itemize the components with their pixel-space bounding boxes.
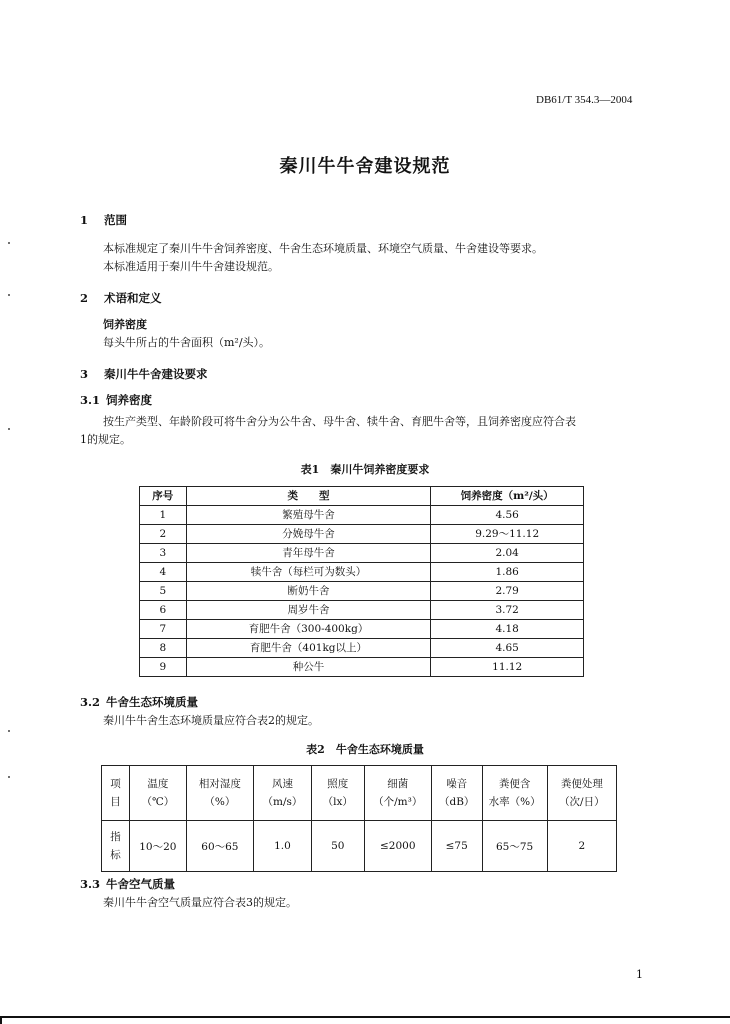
header-cell	[102, 766, 130, 821]
header-cell: 序号	[140, 487, 187, 506]
header-cell	[254, 766, 312, 821]
section-number: 3.1	[80, 393, 101, 407]
section-number: 1	[80, 213, 89, 227]
header-unit: （个/m³）	[373, 796, 423, 808]
header-unit: （dB）	[438, 796, 475, 808]
section-title: 饲养密度	[106, 393, 152, 407]
header-line: 相对湿度	[198, 778, 241, 790]
row-label: 指标	[110, 831, 121, 861]
header-unit: 水率（%）	[488, 796, 541, 808]
table-cell: 2.04	[431, 544, 584, 563]
table-row	[102, 821, 617, 872]
section-number: 3.3	[80, 877, 101, 891]
header-cell	[186, 766, 253, 821]
table-cell: 育肥牛舍（300-400kg）	[186, 620, 431, 639]
table-cell: 育肥牛舍（401kg以上）	[186, 639, 431, 658]
table-cell: 4.56	[431, 506, 584, 525]
scan-speck	[8, 730, 10, 732]
table-cell: 9.29～11.12	[431, 525, 584, 544]
table-cell: ≤2000	[364, 821, 431, 872]
table-2-caption: 表2 牛舍生态环境质量	[306, 743, 424, 756]
scan-speck	[8, 776, 10, 778]
section-title: 秦川牛牛舍建设要求	[104, 367, 208, 381]
table-cell: 4	[140, 563, 187, 582]
row-label-cell	[102, 821, 130, 872]
header-cell	[547, 766, 616, 821]
header-line: 粪便处理	[560, 778, 603, 790]
table-cell: ≤75	[431, 821, 482, 872]
header-cell	[431, 766, 482, 821]
table-cell: 周岁牛舍	[186, 601, 431, 620]
table-cell: 犊牛舍（每栏可为数头）	[186, 563, 431, 582]
section-number: 3	[80, 367, 89, 381]
table-cell: 8	[140, 639, 187, 658]
table-row	[140, 620, 584, 639]
table-row	[140, 639, 584, 658]
table-cell: 2	[140, 525, 187, 544]
section-title: 范围	[104, 213, 127, 227]
table-row	[140, 525, 584, 544]
section-1-heading	[80, 212, 127, 228]
table-cell: 1	[140, 506, 187, 525]
table-cell: 繁殖母牛舍	[186, 506, 431, 525]
term-definition: 每头牛所占的牛舍面积（m²/头）。	[103, 336, 271, 349]
header-cell	[482, 766, 547, 821]
table-row	[140, 582, 584, 601]
table-cell: 65～75	[482, 821, 547, 872]
header-line: 照度	[327, 778, 349, 790]
header-unit: （次/日）	[559, 796, 605, 808]
environment-paragraph: 秦川牛牛舍生态环境质量应符合表2的规定。	[103, 714, 319, 727]
header-line: 温度	[147, 778, 169, 790]
header-line: 细菌	[387, 778, 409, 790]
scan-speck	[8, 294, 10, 296]
standard-code: DB61/T 354.3—2004	[536, 94, 633, 106]
table-row	[140, 658, 584, 677]
table-row	[140, 601, 584, 620]
table-header-row	[140, 487, 584, 506]
table-cell: 1.86	[431, 563, 584, 582]
section-title: 术语和定义	[104, 291, 162, 305]
environment-table	[101, 765, 617, 872]
air-quality-paragraph: 秦川牛牛舍空气质量应符合表3的规定。	[103, 896, 297, 909]
density-paragraph-line-2: 1的规定。	[80, 433, 131, 446]
scan-corner-edge	[0, 1016, 2, 1024]
table-cell: 种公牛	[186, 658, 431, 677]
table-row	[140, 544, 584, 563]
table-cell: 50	[311, 821, 364, 872]
table-cell: 2	[547, 821, 616, 872]
section-number: 3.2	[80, 695, 101, 709]
table-cell: 4.18	[431, 620, 584, 639]
header-unit: （℃）	[141, 796, 175, 808]
document-title: 秦川牛牛舍建设规范	[279, 156, 451, 177]
scan-speck	[8, 242, 10, 244]
section-2-heading	[80, 290, 162, 306]
page-number: 1	[636, 968, 643, 981]
table-row	[140, 563, 584, 582]
density-table	[139, 486, 584, 677]
section-number: 2	[80, 291, 89, 305]
section-3-1-heading	[80, 392, 152, 408]
table-cell: 60～65	[186, 821, 253, 872]
header-cell	[364, 766, 431, 821]
header-unit: （%）	[204, 796, 236, 808]
table-cell: 3	[140, 544, 187, 563]
header-cell: 饲养密度（m²/头）	[431, 487, 584, 506]
header-cell	[311, 766, 364, 821]
table-header-row	[102, 766, 617, 821]
table-cell: 3.72	[431, 601, 584, 620]
table-cell: 6	[140, 601, 187, 620]
section-3-3-heading	[80, 876, 175, 892]
table-cell: 9	[140, 658, 187, 677]
section-title: 牛舍空气质量	[106, 877, 175, 891]
header-text: 项目	[110, 778, 121, 808]
scope-paragraph-2: 本标准适用于秦川牛牛舍建设规范。	[103, 260, 279, 273]
table-cell: 2.79	[431, 582, 584, 601]
table-cell: 7	[140, 620, 187, 639]
table-cell: 4.65	[431, 639, 584, 658]
scan-bottom-edge	[0, 1016, 730, 1018]
table-1-caption: 表1 秦川牛饲养密度要求	[300, 463, 430, 476]
header-cell: 类 型	[186, 487, 431, 506]
section-3-2-heading	[80, 694, 198, 710]
section-3-heading	[80, 366, 208, 382]
table-row	[140, 506, 584, 525]
scan-speck	[8, 428, 10, 430]
section-title: 牛舍生态环境质量	[106, 695, 198, 709]
table-cell: 5	[140, 582, 187, 601]
header-unit: （lx）	[322, 796, 353, 808]
header-unit: （m/s）	[262, 796, 303, 808]
header-line: 粪便含	[498, 778, 531, 790]
table-cell: 分娩母牛舍	[186, 525, 431, 544]
term-name: 饲养密度	[103, 318, 147, 331]
header-cell	[129, 766, 186, 821]
table-cell: 青年母牛舍	[186, 544, 431, 563]
table-cell: 1.0	[254, 821, 312, 872]
table-cell: 11.12	[431, 658, 584, 677]
header-line: 噪音	[446, 778, 468, 790]
header-line: 风速	[271, 778, 293, 790]
table-cell: 断奶牛舍	[186, 582, 431, 601]
density-paragraph-line-1: 按生产类型、年龄阶段可将牛舍分为公牛舍、母牛舍、犊牛舍、育肥牛舍等，且饲养密度应符合表	[103, 415, 576, 428]
scope-paragraph-1: 本标准规定了秦川牛牛舍饲养密度、牛舍生态环境质量、环境空气质量、牛舍建设等要求。	[103, 242, 543, 255]
table-cell: 10～20	[129, 821, 186, 872]
